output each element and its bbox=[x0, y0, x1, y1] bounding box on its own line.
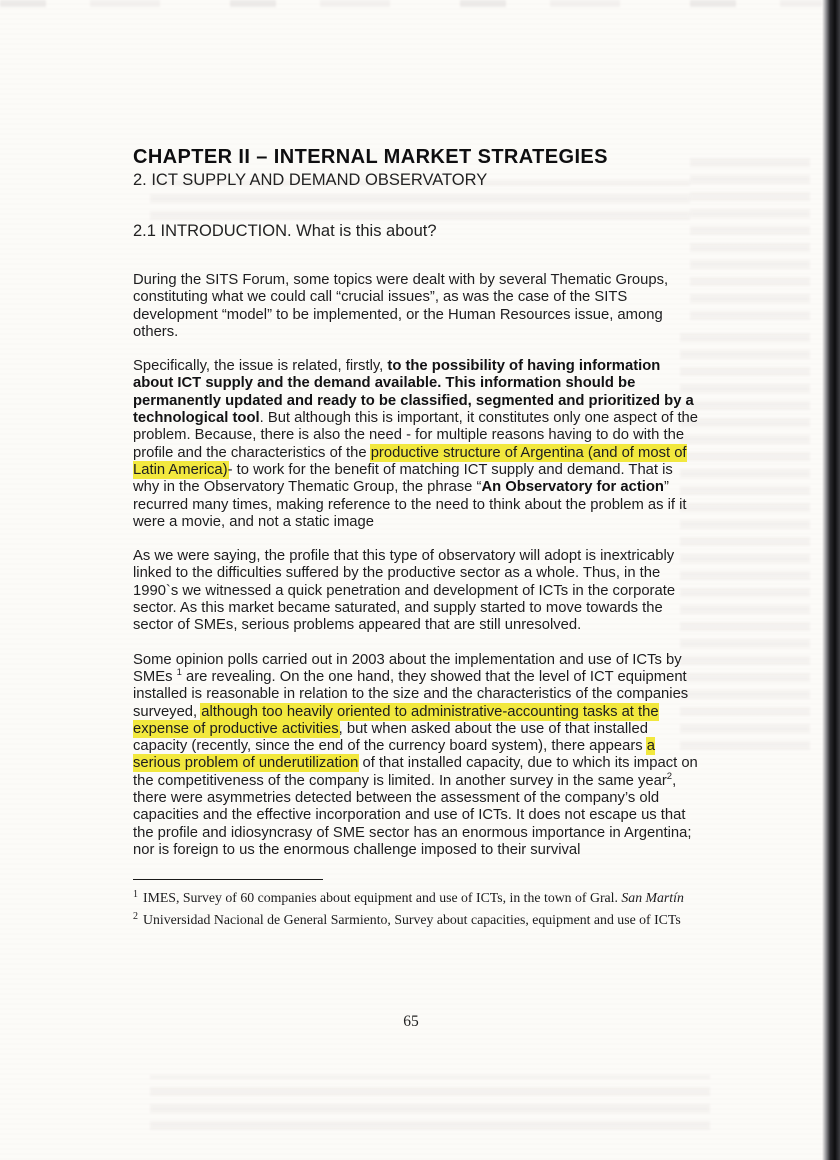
text-run: , but when asked about the use of that installed capacity (recently, since the end of the currency board system), there appears bbox=[133, 720, 648, 755]
footnote-number: 1 bbox=[133, 888, 138, 900]
text-run: are revealing. On the one hand, they showed that the level of ICT equipment installed is reasonable in relation to the size and the characteristics of the companies surveyed, bbox=[133, 668, 689, 720]
footnote-block bbox=[133, 879, 699, 931]
bleedthrough-artifact bbox=[680, 330, 810, 750]
footnote-reference: 2 bbox=[666, 770, 673, 782]
scan-noise-top bbox=[0, 0, 822, 7]
text-run: IMES, Survey of 60 companies about equipment and use of ICTs, in the town of Gral. bbox=[143, 890, 622, 906]
text-run: During the SITS Forum, some topics were dealt with by several Thematic Groups, constituting what we could call “crucial issues”, as was the case of the SITS development “model” to be implemented, or the Human Resources issue, among others. bbox=[133, 272, 669, 340]
footnote-reference: 1 bbox=[176, 667, 182, 679]
page-number: 65 bbox=[403, 1013, 419, 1030]
footnote-divider bbox=[133, 879, 323, 880]
body-paragraphs bbox=[133, 272, 699, 859]
text-run: Universidad Nacional de General Sarmiento, Survey about capacities, equipment and use of ICTs bbox=[143, 912, 681, 928]
bold-run: to the possibility of having information about ICT supply and the demand available. This information should be permanently updated and ready to be classified, segmented and prioritized by a technological tool bbox=[133, 358, 694, 427]
text-run: As we were saying, the profile that this type of observatory will adopt is inextricably linked to the difficulties suffered by the productive sector as a whole. Thus, in the 1990`s we witnessed a quick penetration and development of ICTs in the corporate sector. As this market became saturated, and supply started to move towards the sector of SMEs, serious problems appeared that are still unresolved. bbox=[133, 548, 676, 634]
text-run: ” recurred many times, making reference to the need to think about the problem as if it were a movie, and not a static image bbox=[133, 479, 687, 530]
bleedthrough-artifact bbox=[690, 150, 810, 320]
footnote-number: 2 bbox=[133, 910, 138, 922]
paragraph bbox=[133, 548, 699, 634]
text-run: Specifically, the issue is related, firstly, bbox=[133, 358, 388, 375]
bleedthrough-artifact bbox=[150, 1075, 710, 1130]
paragraph bbox=[133, 272, 699, 341]
section-heading: 2.1 INTRODUCTION. What is this about? bbox=[133, 222, 437, 240]
text-run: Some opinion polls carried out in 2003 about the implementation and use of ICTs by SMEs bbox=[133, 651, 682, 685]
text-run: . But although this is important, it constitutes only one aspect of the problem. Because, there is also the need - for multiple reasons having to do with the profile and the characteristics of the bbox=[133, 410, 699, 461]
italic-run: San Martín bbox=[621, 890, 684, 906]
footnotes bbox=[133, 887, 699, 931]
paragraph bbox=[133, 358, 699, 531]
chapter-title: CHAPTER II – INTERNAL MARKET STRATEGIES bbox=[133, 146, 608, 168]
text-run: of that installed capacity, due to which its impact on the competitiveness of the company is limited. In another survey in the same year bbox=[133, 755, 698, 789]
text-run: - to work for the benefit of matching ICT supply and demand. That is why in the Observatory Thematic Group, the phrase “ bbox=[133, 461, 673, 496]
page-content bbox=[133, 146, 699, 931]
text-run: , there were asymmetries detected between the assessment of the company’s old capacities and the effective incorporation and use of ICTs. It does not escape us that the profile and idiosyncrasy of SME sector has an enormous importance in Argentina; nor is foreign to us the enormous challenge imposed to their survival bbox=[133, 772, 692, 858]
footnote bbox=[133, 887, 699, 909]
bold-run: An Observatory for action bbox=[481, 479, 664, 496]
scan-edge-shadow bbox=[822, 0, 840, 1160]
highlighted-run: a serious problem of underutilization bbox=[133, 738, 655, 772]
highlighted-run: although too heavily oriented to administrative-accounting tasks at the expense of productive activities bbox=[133, 703, 659, 737]
chapter-subtitle: 2. ICT SUPPLY AND DEMAND OBSERVATORY bbox=[133, 171, 488, 189]
highlighted-run: productive structure of Argentina (and of most of Latin America) bbox=[133, 444, 687, 478]
paragraph bbox=[133, 652, 699, 860]
footnote bbox=[133, 909, 699, 931]
